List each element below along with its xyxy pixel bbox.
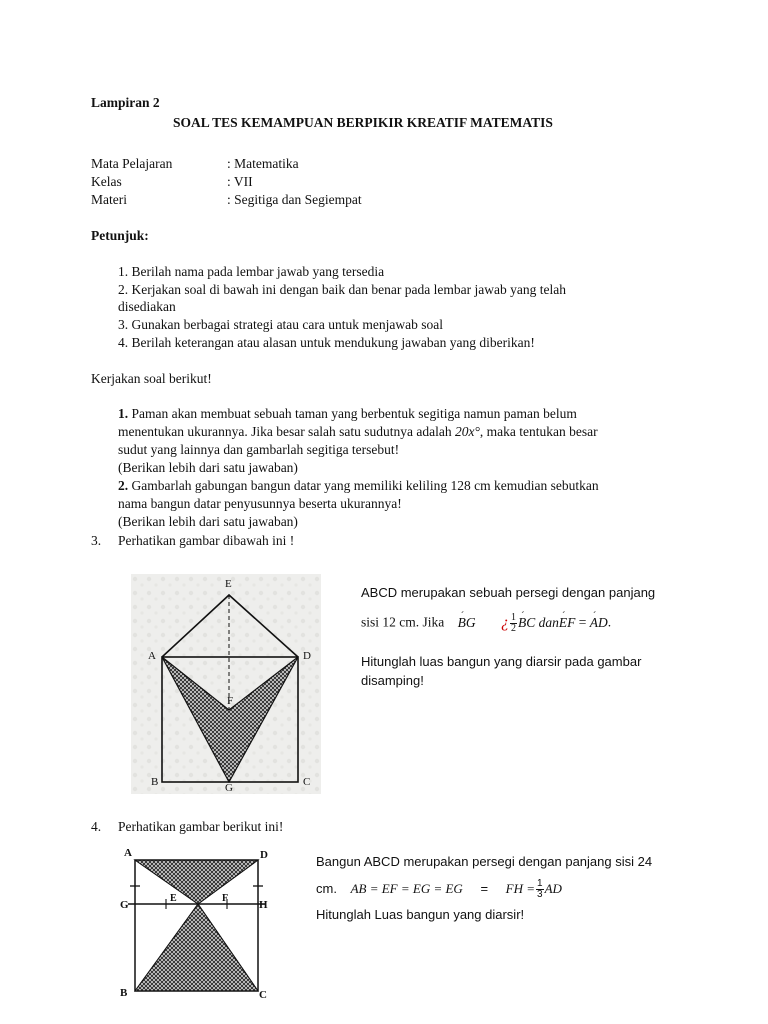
q3-diagram	[131, 574, 321, 794]
q4-label-h: H	[259, 899, 268, 911]
q3-label-g: G	[225, 782, 233, 794]
q3-bg-vector: ´ BG	[458, 615, 476, 631]
q4-desc-text: cm.	[316, 880, 337, 896]
q3-label-d: D	[303, 650, 311, 662]
q3-fraction	[510, 613, 517, 634]
q3-period: .	[607, 614, 612, 630]
intro-text: Kerjakan soal berikut!	[91, 371, 212, 386]
info-value-kelas: : VII	[227, 174, 253, 189]
q1-line1	[118, 406, 577, 422]
document-title: SOAL TES KEMAMPUAN BERPIKIR KREATIF MATEMATIS	[173, 115, 553, 130]
q4-equals: =	[480, 880, 489, 896]
q3-label-b: B	[151, 776, 159, 788]
q3-frac-num: 1	[511, 612, 516, 623]
q3-ad-vector: ´ AD	[590, 615, 608, 631]
info-label-mapel: Mata Pelajaran	[91, 156, 173, 171]
q3-text: Perhatikan gambar dibawah ini !	[118, 533, 295, 548]
q2-line2: nama bangun datar penyusunnya beserta ukurannya!	[118, 496, 402, 511]
q1-line4: (Berikan lebih dari satu jawaban)	[118, 460, 298, 475]
petunjuk-item: 1. Berilah nama pada lembar jawab yang tersedia	[118, 264, 385, 279]
q2-line1	[118, 478, 599, 494]
info-value-materi: : Segitiga dan Segiempat	[227, 192, 362, 207]
q1-line2	[118, 424, 598, 440]
q4-desc-line3: Hitunglah Luas bangun yang diarsir!	[316, 907, 525, 922]
q4-equation-chain: AB = EF = EG = EG	[350, 880, 463, 896]
q1-number: 1.	[118, 406, 129, 421]
q3-equals: =	[575, 614, 590, 630]
petunjuk-item: 2. Kerjakan soal di bawah ini dengan baik dan benar pada lembar jawab yang telah	[118, 282, 566, 297]
q2-line3: (Berikan lebih dari satu jawaban)	[118, 514, 298, 529]
q4-text: Perhatikan gambar berikut ini!	[118, 819, 284, 834]
q3-label-c: C	[303, 776, 311, 788]
q1-text: menentukan ukurannya. Jika besar salah satu sudutnya adalah	[118, 424, 456, 439]
q3-desc-line1: ABCD merupakan sebuah persegi dengan panjang	[361, 585, 656, 600]
q4-label-e: E	[170, 893, 177, 904]
q4-ad-vector: AD	[544, 880, 562, 896]
q4-frac-den: 3	[537, 889, 543, 900]
q4-desc-line2	[316, 879, 562, 900]
q3-glyph: ¿	[501, 613, 509, 631]
q4-label-a: A	[124, 847, 132, 859]
q3-label-a: A	[148, 650, 156, 662]
q1-angle: 20x°	[455, 424, 480, 439]
q4-label-b: B	[120, 987, 128, 999]
q4-diagram	[110, 846, 290, 1006]
q4-number: 4.	[91, 819, 102, 834]
q3-desc-line2	[361, 613, 611, 634]
q2-text: Gambarlah gabungan bangun datar yang memiliki keliling 128 cm kemudian sebutkan	[128, 478, 599, 493]
q4-label-d: D	[260, 849, 268, 861]
info-value-mapel: : Matematika	[227, 156, 299, 171]
q4-desc-line1: Bangun ABCD merupakan persegi dengan panjang sisi 24	[316, 854, 653, 869]
q3-bc-vector: ´ BC dan	[518, 615, 559, 631]
q3-label-f: F	[227, 695, 234, 707]
petunjuk-item: 3. Gunakan berbagai strategi atau cara untuk menjawab soal	[118, 317, 443, 332]
q4-frac-num: 1	[537, 878, 543, 889]
q3-ef-vector: ´ EF	[559, 615, 576, 631]
q3-frac-den: 2	[511, 623, 516, 634]
petunjuk-item: disediakan	[118, 299, 176, 314]
q1-line3: sudut yang lainnya dan gambarlah segitiga tersebut!	[118, 442, 400, 457]
q3-label-e: E	[225, 578, 232, 590]
q4-label-f: F	[222, 893, 229, 904]
info-label-materi: Materi	[91, 192, 127, 207]
q4-figure	[110, 846, 290, 1006]
q1-text: , maka tentukan besar	[479, 424, 598, 439]
lampiran-label: Lampiran 2	[91, 95, 160, 110]
q4-fraction	[536, 879, 544, 900]
q3-desc-text: sisi 12 cm. Jika	[361, 614, 445, 630]
q2-number: 2.	[118, 478, 129, 493]
q1-text: Paman akan membuat sebuah taman yang berbentuk segitiga namun paman belum	[128, 406, 577, 421]
petunjuk-item: 4. Berilah keterangan atau alasan untuk mendukung jawaban yang diberikan!	[118, 335, 535, 350]
info-label-kelas: Kelas	[91, 174, 122, 189]
q3-number: 3.	[91, 533, 102, 548]
q3-figure	[131, 574, 321, 794]
q4-fh-vector: FH =	[505, 880, 536, 896]
q3-desc-line3: Hitunglah luas bangun yang diarsir pada gambar	[361, 654, 642, 669]
q3-desc-line4: disamping!	[361, 673, 424, 688]
q4-label-g: G	[120, 899, 129, 911]
q4-label-c: C	[259, 989, 267, 1001]
petunjuk-heading: Petunjuk:	[91, 228, 149, 243]
